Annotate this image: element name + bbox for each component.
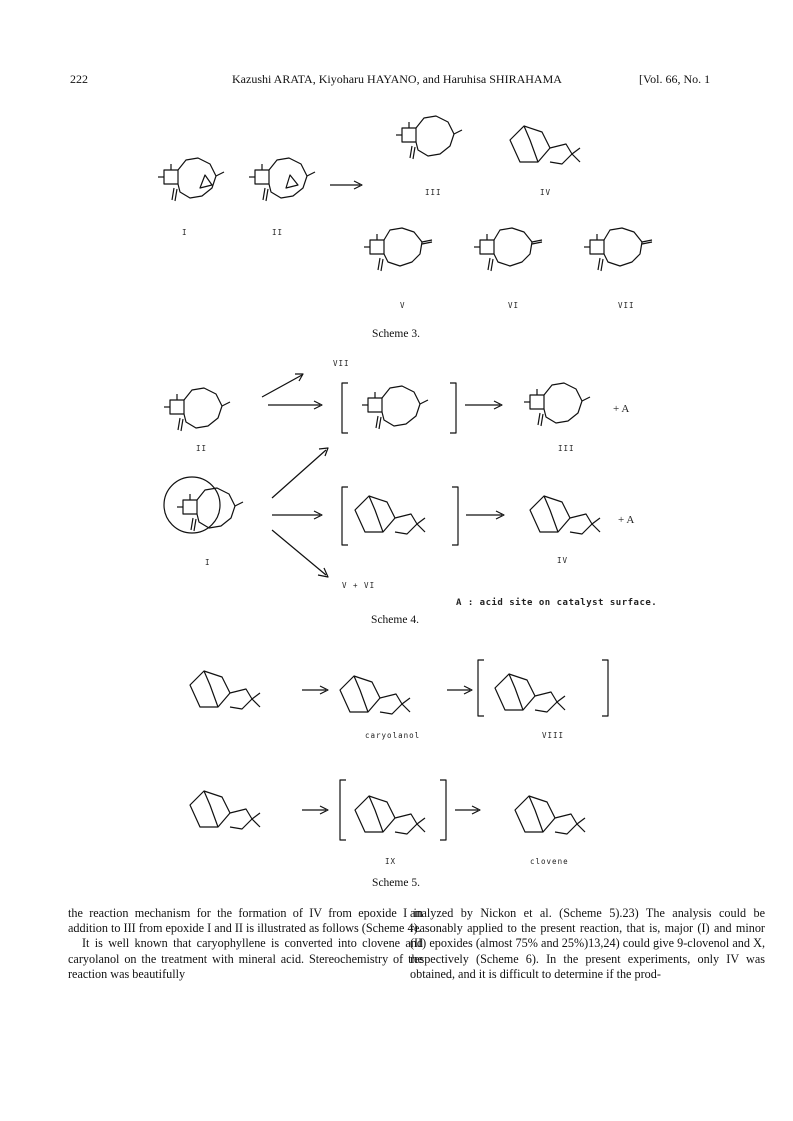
scheme4-plus-a-1: + A bbox=[613, 403, 630, 415]
scheme4-label-i: I bbox=[205, 558, 211, 567]
scheme4-label-ii: II bbox=[196, 444, 208, 453]
right-column bbox=[410, 906, 765, 982]
scheme4-label-iii: III bbox=[558, 444, 575, 453]
page-number: 222 bbox=[70, 72, 88, 86]
left-paragraph-1: the reaction mechanism for the formation of IV from epoxide I in addition to III from epoxide I and II is illustrated as follows (Scheme 4). bbox=[68, 906, 423, 936]
compound-label-vi: VI bbox=[508, 301, 520, 310]
scheme5-label-caryolanol: caryolanol bbox=[365, 731, 421, 740]
scheme-4-caption: Scheme 4. bbox=[371, 614, 419, 626]
scheme-5-caption: Scheme 5. bbox=[372, 877, 420, 889]
scheme5-label-ix: IX bbox=[385, 857, 397, 866]
scheme5-label-clovene: clovene bbox=[530, 857, 569, 866]
compound-label-ii: II bbox=[272, 228, 284, 237]
scheme4-plus-a-2: + A bbox=[618, 514, 635, 526]
compound-label-iv: IV bbox=[540, 188, 552, 197]
running-head-volume: [Vol. 66, No. 1 bbox=[639, 72, 711, 86]
left-column bbox=[68, 906, 423, 982]
right-paragraph-1: analyzed by Nickon et al. (Scheme 5).23) The analysis could be reasonably applied to the present reaction, that is, major (I) and minor (II) epoxides (almost 75% and 25%)13,24) could give 9-clovenol and X, respectively (Scheme 6). In the present experiments, only IV was obtained, and it is difficult to determine if the prod- bbox=[410, 906, 765, 981]
running-head-authors: Kazushi ARATA, Kiyoharu HAYANO, and Haruhisa SHIRAHAMA bbox=[232, 72, 562, 86]
compound-label-vii: VII bbox=[618, 301, 635, 310]
scheme-3-caption: Scheme 3. bbox=[372, 328, 420, 340]
left-paragraph-2: It is well known that caryophyllene is converted into clovene and caryolanol on the treatment with mineral acid. Stereochemistry of the reaction was beautifully bbox=[68, 936, 423, 981]
scheme4-label-v-vi: V + VI bbox=[342, 581, 376, 590]
scheme4-label-vii: VII bbox=[333, 359, 350, 368]
compound-label-i: I bbox=[182, 228, 188, 237]
acid-site-note: A : acid site on catalyst surface. bbox=[456, 598, 658, 608]
scheme5-label-viii: VIII bbox=[542, 731, 565, 740]
scheme4-label-iv: IV bbox=[557, 556, 569, 565]
compound-label-v: V bbox=[400, 301, 406, 310]
compound-label-iii: III bbox=[425, 188, 442, 197]
